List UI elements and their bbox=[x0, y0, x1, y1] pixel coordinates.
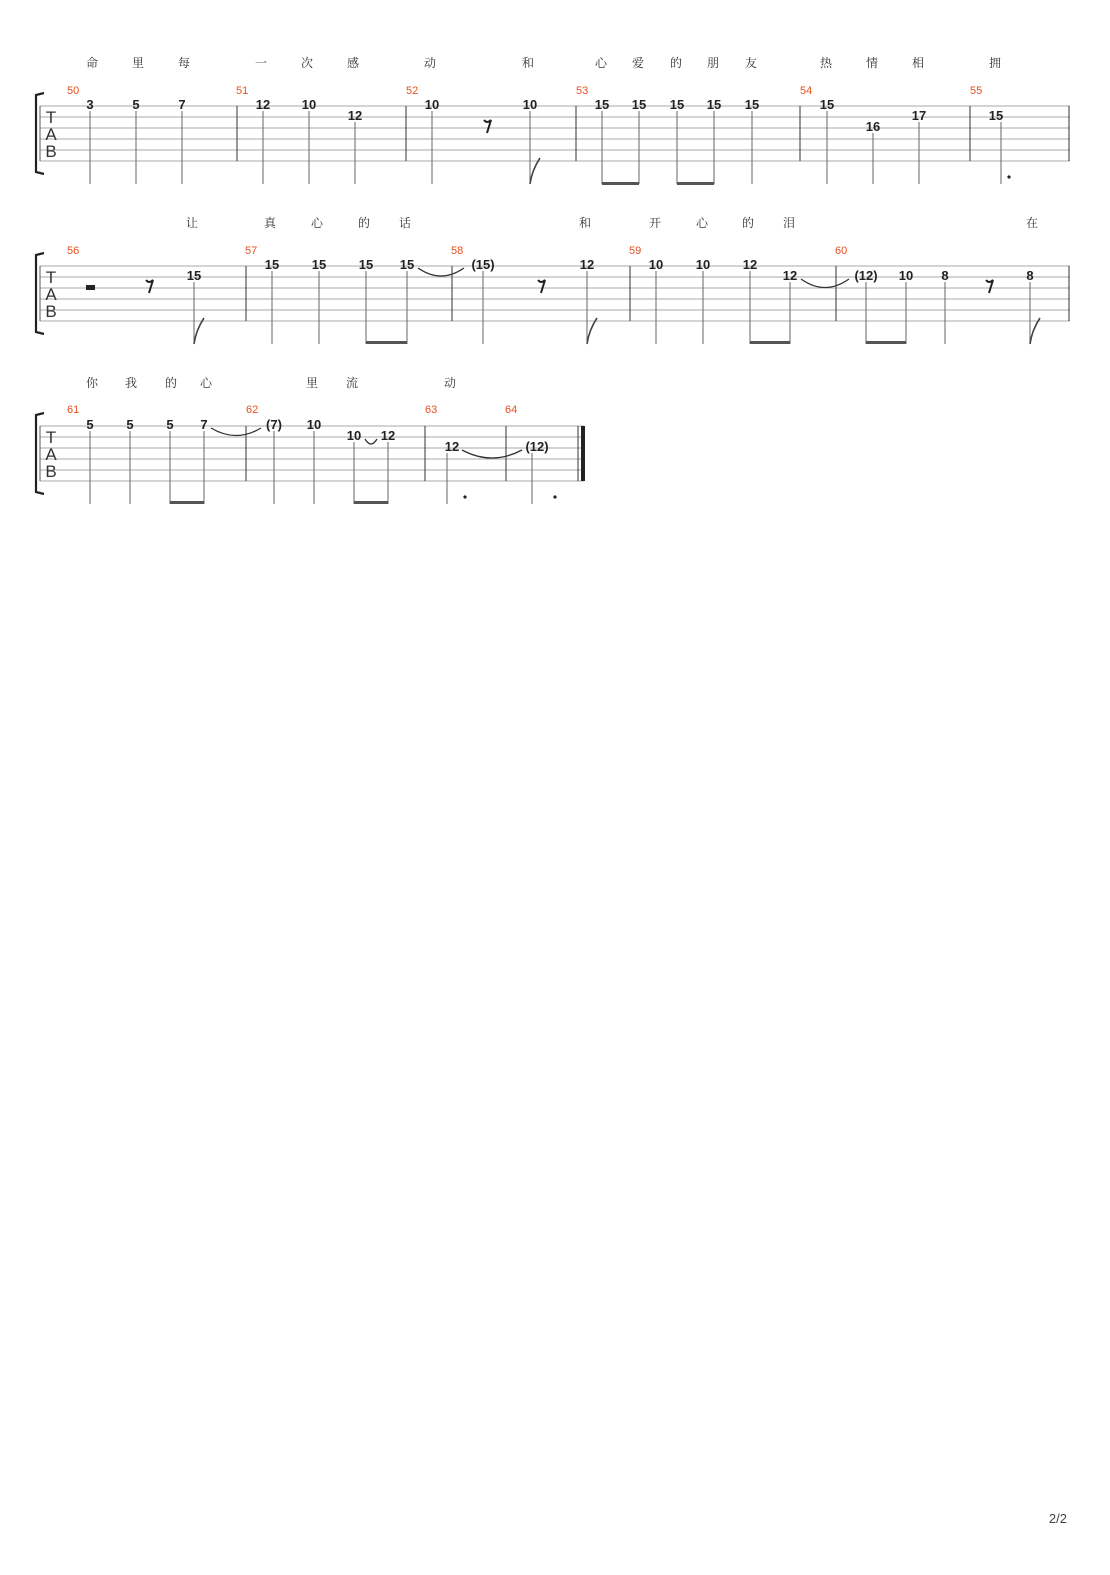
page-number: 2/2 bbox=[1048, 1511, 1067, 1526]
lyric-char: 一 bbox=[254, 56, 268, 70]
eighth-flag bbox=[530, 158, 540, 184]
lyric-char: 命 bbox=[85, 56, 99, 70]
lyric-char: 里 bbox=[305, 376, 319, 390]
eighth-rest bbox=[986, 280, 993, 293]
lyrics-line bbox=[186, 215, 1038, 230]
measure-number: 59 bbox=[629, 245, 642, 257]
fret-number: 7 bbox=[178, 97, 186, 112]
fret-number: 15 bbox=[988, 108, 1004, 123]
fret-number: 12 bbox=[742, 257, 758, 272]
lyrics-line bbox=[86, 375, 456, 390]
fret-number: 5 bbox=[132, 97, 140, 112]
tab-clef-t: T bbox=[45, 428, 57, 447]
fret-number: 8 bbox=[1026, 268, 1034, 283]
ties bbox=[211, 428, 522, 458]
measure-number: 52 bbox=[406, 85, 419, 97]
fret-number: 10 bbox=[346, 428, 362, 443]
lyrics-line bbox=[86, 55, 1001, 70]
fret-number: 3 bbox=[86, 97, 94, 112]
lyric-char: 朋 bbox=[706, 56, 720, 70]
eighth-rest bbox=[146, 280, 153, 293]
stems bbox=[90, 111, 1001, 184]
fret-number: 12 bbox=[782, 268, 798, 283]
eighth-flags bbox=[194, 318, 1040, 344]
measure-number: 57 bbox=[245, 245, 258, 257]
fret-numbers bbox=[187, 257, 1034, 283]
lyric-char: 真 bbox=[263, 216, 277, 230]
fret-number: 12 bbox=[444, 439, 460, 454]
lyric-char: 的 bbox=[357, 216, 371, 230]
fret-number: 15 bbox=[744, 97, 760, 112]
eighth-rest bbox=[538, 280, 545, 293]
tab-clef-t: T bbox=[45, 108, 57, 127]
fret-number: 12 bbox=[347, 108, 363, 123]
beams bbox=[366, 341, 906, 344]
measure-number: 50 bbox=[67, 85, 80, 97]
tab-clef-b: B bbox=[45, 142, 57, 161]
fret-number: (12) bbox=[525, 439, 549, 454]
fret-number: 12 bbox=[255, 97, 271, 112]
fret-number: 10 bbox=[522, 97, 538, 112]
fret-number: 12 bbox=[380, 428, 396, 443]
lyric-char: 的 bbox=[164, 376, 178, 390]
fret-number: 10 bbox=[898, 268, 914, 283]
measure-number: 60 bbox=[835, 245, 848, 257]
eighth-rest bbox=[484, 120, 491, 133]
lyric-char: 里 bbox=[131, 56, 145, 70]
system-3-staff bbox=[40, 426, 584, 481]
fret-number: 5 bbox=[166, 417, 174, 432]
measure-number: 54 bbox=[800, 85, 813, 97]
fret-number: 10 bbox=[301, 97, 317, 112]
fret-number: 15 bbox=[631, 97, 647, 112]
tab-clef-a: A bbox=[45, 445, 57, 464]
lyric-char: 友 bbox=[744, 56, 758, 70]
measure-number: 58 bbox=[451, 245, 464, 257]
lyric-char: 你 bbox=[85, 376, 99, 390]
lyric-char: 的 bbox=[741, 216, 755, 230]
measure-number: 53 bbox=[576, 85, 589, 97]
fret-number: 15 bbox=[186, 268, 202, 283]
measure-number: 62 bbox=[246, 404, 259, 416]
fret-number: 15 bbox=[264, 257, 280, 272]
system-3 bbox=[36, 375, 585, 504]
tab-clef-t: T bbox=[45, 268, 57, 287]
lyric-char: 情 bbox=[865, 56, 879, 70]
fret-number: 10 bbox=[648, 257, 664, 272]
tab-clef-b: B bbox=[45, 462, 57, 481]
tab-clef-a: A bbox=[45, 125, 57, 144]
lyric-char: 心 bbox=[594, 56, 608, 70]
half-rest bbox=[86, 285, 95, 290]
dots bbox=[463, 495, 556, 498]
fret-number: 15 bbox=[311, 257, 327, 272]
measure-number: 56 bbox=[67, 245, 80, 257]
fret-number: 8 bbox=[941, 268, 949, 283]
lyric-char: 泪 bbox=[782, 216, 796, 230]
beams bbox=[602, 182, 714, 185]
fret-number: 5 bbox=[126, 417, 134, 432]
fret-number: 10 bbox=[306, 417, 322, 432]
lyric-char: 心 bbox=[695, 216, 709, 230]
measure-number: 51 bbox=[236, 85, 249, 97]
lyric-char: 流 bbox=[345, 376, 359, 390]
fret-number: (12) bbox=[854, 268, 878, 283]
fret-number: 10 bbox=[695, 257, 711, 272]
lyric-char: 我 bbox=[124, 376, 138, 390]
lyric-char: 心 bbox=[310, 216, 324, 230]
measure-number: 55 bbox=[970, 85, 983, 97]
fret-number: 15 bbox=[594, 97, 610, 112]
fret-number: 15 bbox=[706, 97, 722, 112]
fret-number: 16 bbox=[865, 119, 881, 134]
fret-number: (15) bbox=[471, 257, 495, 272]
fret-number: 7 bbox=[200, 417, 208, 432]
fret-number: 5 bbox=[86, 417, 94, 432]
lyric-char: 话 bbox=[398, 216, 412, 230]
measure-number: 61 bbox=[67, 404, 80, 416]
lyric-char: 拥 bbox=[988, 56, 1002, 70]
fret-number: 10 bbox=[424, 97, 440, 112]
fret-number: (7) bbox=[266, 417, 282, 432]
lyric-char: 动 bbox=[423, 56, 437, 70]
lyric-char: 的 bbox=[669, 56, 683, 70]
system-2 bbox=[36, 215, 1070, 344]
lyric-char: 在 bbox=[1025, 216, 1039, 230]
measure-numbers bbox=[67, 85, 982, 97]
lyric-char: 和 bbox=[578, 216, 592, 230]
lyric-char: 动 bbox=[443, 376, 457, 390]
tab-clef-b: B bbox=[45, 302, 57, 321]
lyric-char: 心 bbox=[199, 376, 213, 390]
measure-number: 63 bbox=[425, 404, 438, 416]
measure-numbers bbox=[67, 245, 847, 257]
tab-clef-a: A bbox=[45, 285, 57, 304]
fret-number: 15 bbox=[669, 97, 685, 112]
lyric-char: 次 bbox=[300, 56, 314, 70]
fret-number: 15 bbox=[358, 257, 374, 272]
lyric-char: 热 bbox=[819, 56, 833, 70]
measure-numbers bbox=[67, 404, 517, 416]
fret-number: 15 bbox=[819, 97, 835, 112]
final-barline bbox=[581, 426, 585, 481]
lyric-char: 让 bbox=[185, 216, 199, 230]
fret-number: 15 bbox=[399, 257, 415, 272]
lyric-char: 感 bbox=[346, 56, 360, 70]
fret-number: 12 bbox=[579, 257, 595, 272]
system-1 bbox=[36, 55, 1070, 185]
lyric-char: 开 bbox=[648, 216, 662, 230]
beams bbox=[170, 501, 388, 504]
lyric-char: 爱 bbox=[631, 56, 645, 70]
lyric-char: 相 bbox=[911, 56, 925, 70]
fret-number: 17 bbox=[911, 108, 927, 123]
lyric-char: 每 bbox=[177, 56, 191, 70]
dot bbox=[1007, 175, 1010, 178]
measure-number: 64 bbox=[505, 404, 518, 416]
lyric-char: 和 bbox=[521, 56, 535, 70]
stems bbox=[90, 431, 532, 504]
